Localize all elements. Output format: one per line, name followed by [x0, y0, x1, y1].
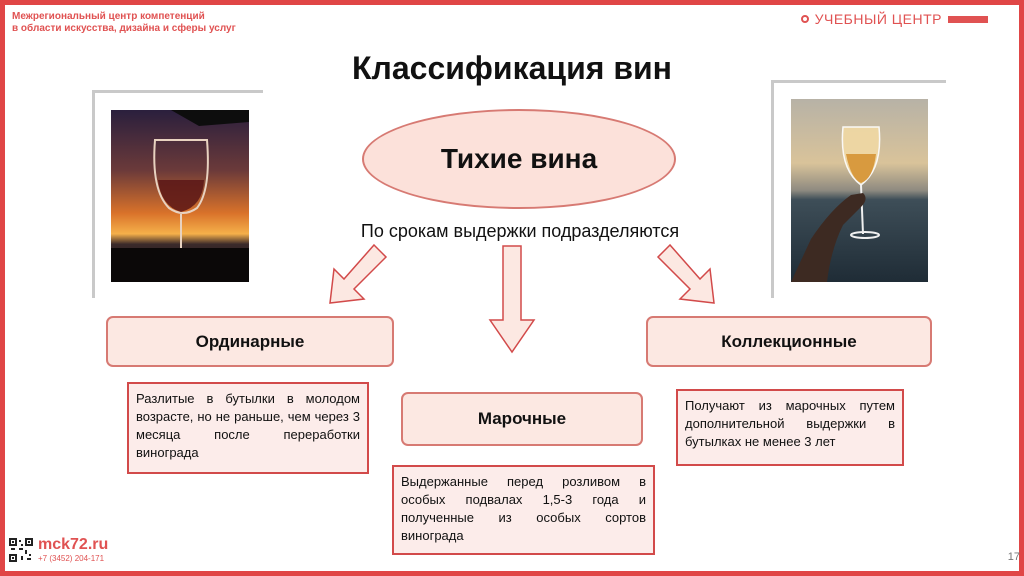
arrow-right-icon — [646, 243, 726, 313]
description-collection: Получают из марочных путем дополнительной выдержки в бутылках не менее 3 лет — [676, 389, 904, 466]
category-collection: Коллекционные — [646, 316, 932, 367]
description-ordinary: Разлитые в бутылки в молодом возрасте, но не раньше, чем через 3 месяца после переработки винограда — [127, 382, 369, 474]
arrow-left-icon — [318, 243, 398, 313]
brand-tag-icon — [948, 16, 988, 23]
right-wine-image — [791, 99, 928, 282]
description-vintage: Выдержанные перед розливом в особых подвалах 1,5-3 года и полученные из особых сортов винограда — [392, 465, 655, 555]
org-line-1: Межрегиональный центр компетенций — [12, 11, 205, 22]
brand-name: УЧЕБНЫЙ ЦЕНТР — [814, 11, 942, 27]
category-ordinary: Ординарные — [106, 316, 394, 367]
footer-phone: +7 (3452) 204-171 — [38, 554, 105, 563]
arrow-down-icon — [488, 244, 536, 356]
brand-logo — [801, 11, 988, 27]
left-wine-photo — [111, 110, 249, 282]
right-wine-photo — [791, 99, 928, 282]
left-wine-image — [111, 110, 249, 282]
main-category-oval: Тихие вина — [362, 109, 676, 209]
brand-logo-icon — [801, 15, 809, 23]
footer-site: mck72.ru — [38, 536, 109, 553]
org-line-2: в области искусства, дизайна и сферы услуг — [12, 23, 236, 34]
subtitle-text: По срокам выдержки подразделяются — [360, 221, 680, 241]
category-vintage: Марочные — [401, 392, 643, 446]
qr-code-icon — [9, 538, 33, 562]
slide-title: Классификация вин — [352, 50, 672, 86]
org-header — [12, 11, 236, 35]
page-number: 17 — [1007, 551, 1020, 563]
